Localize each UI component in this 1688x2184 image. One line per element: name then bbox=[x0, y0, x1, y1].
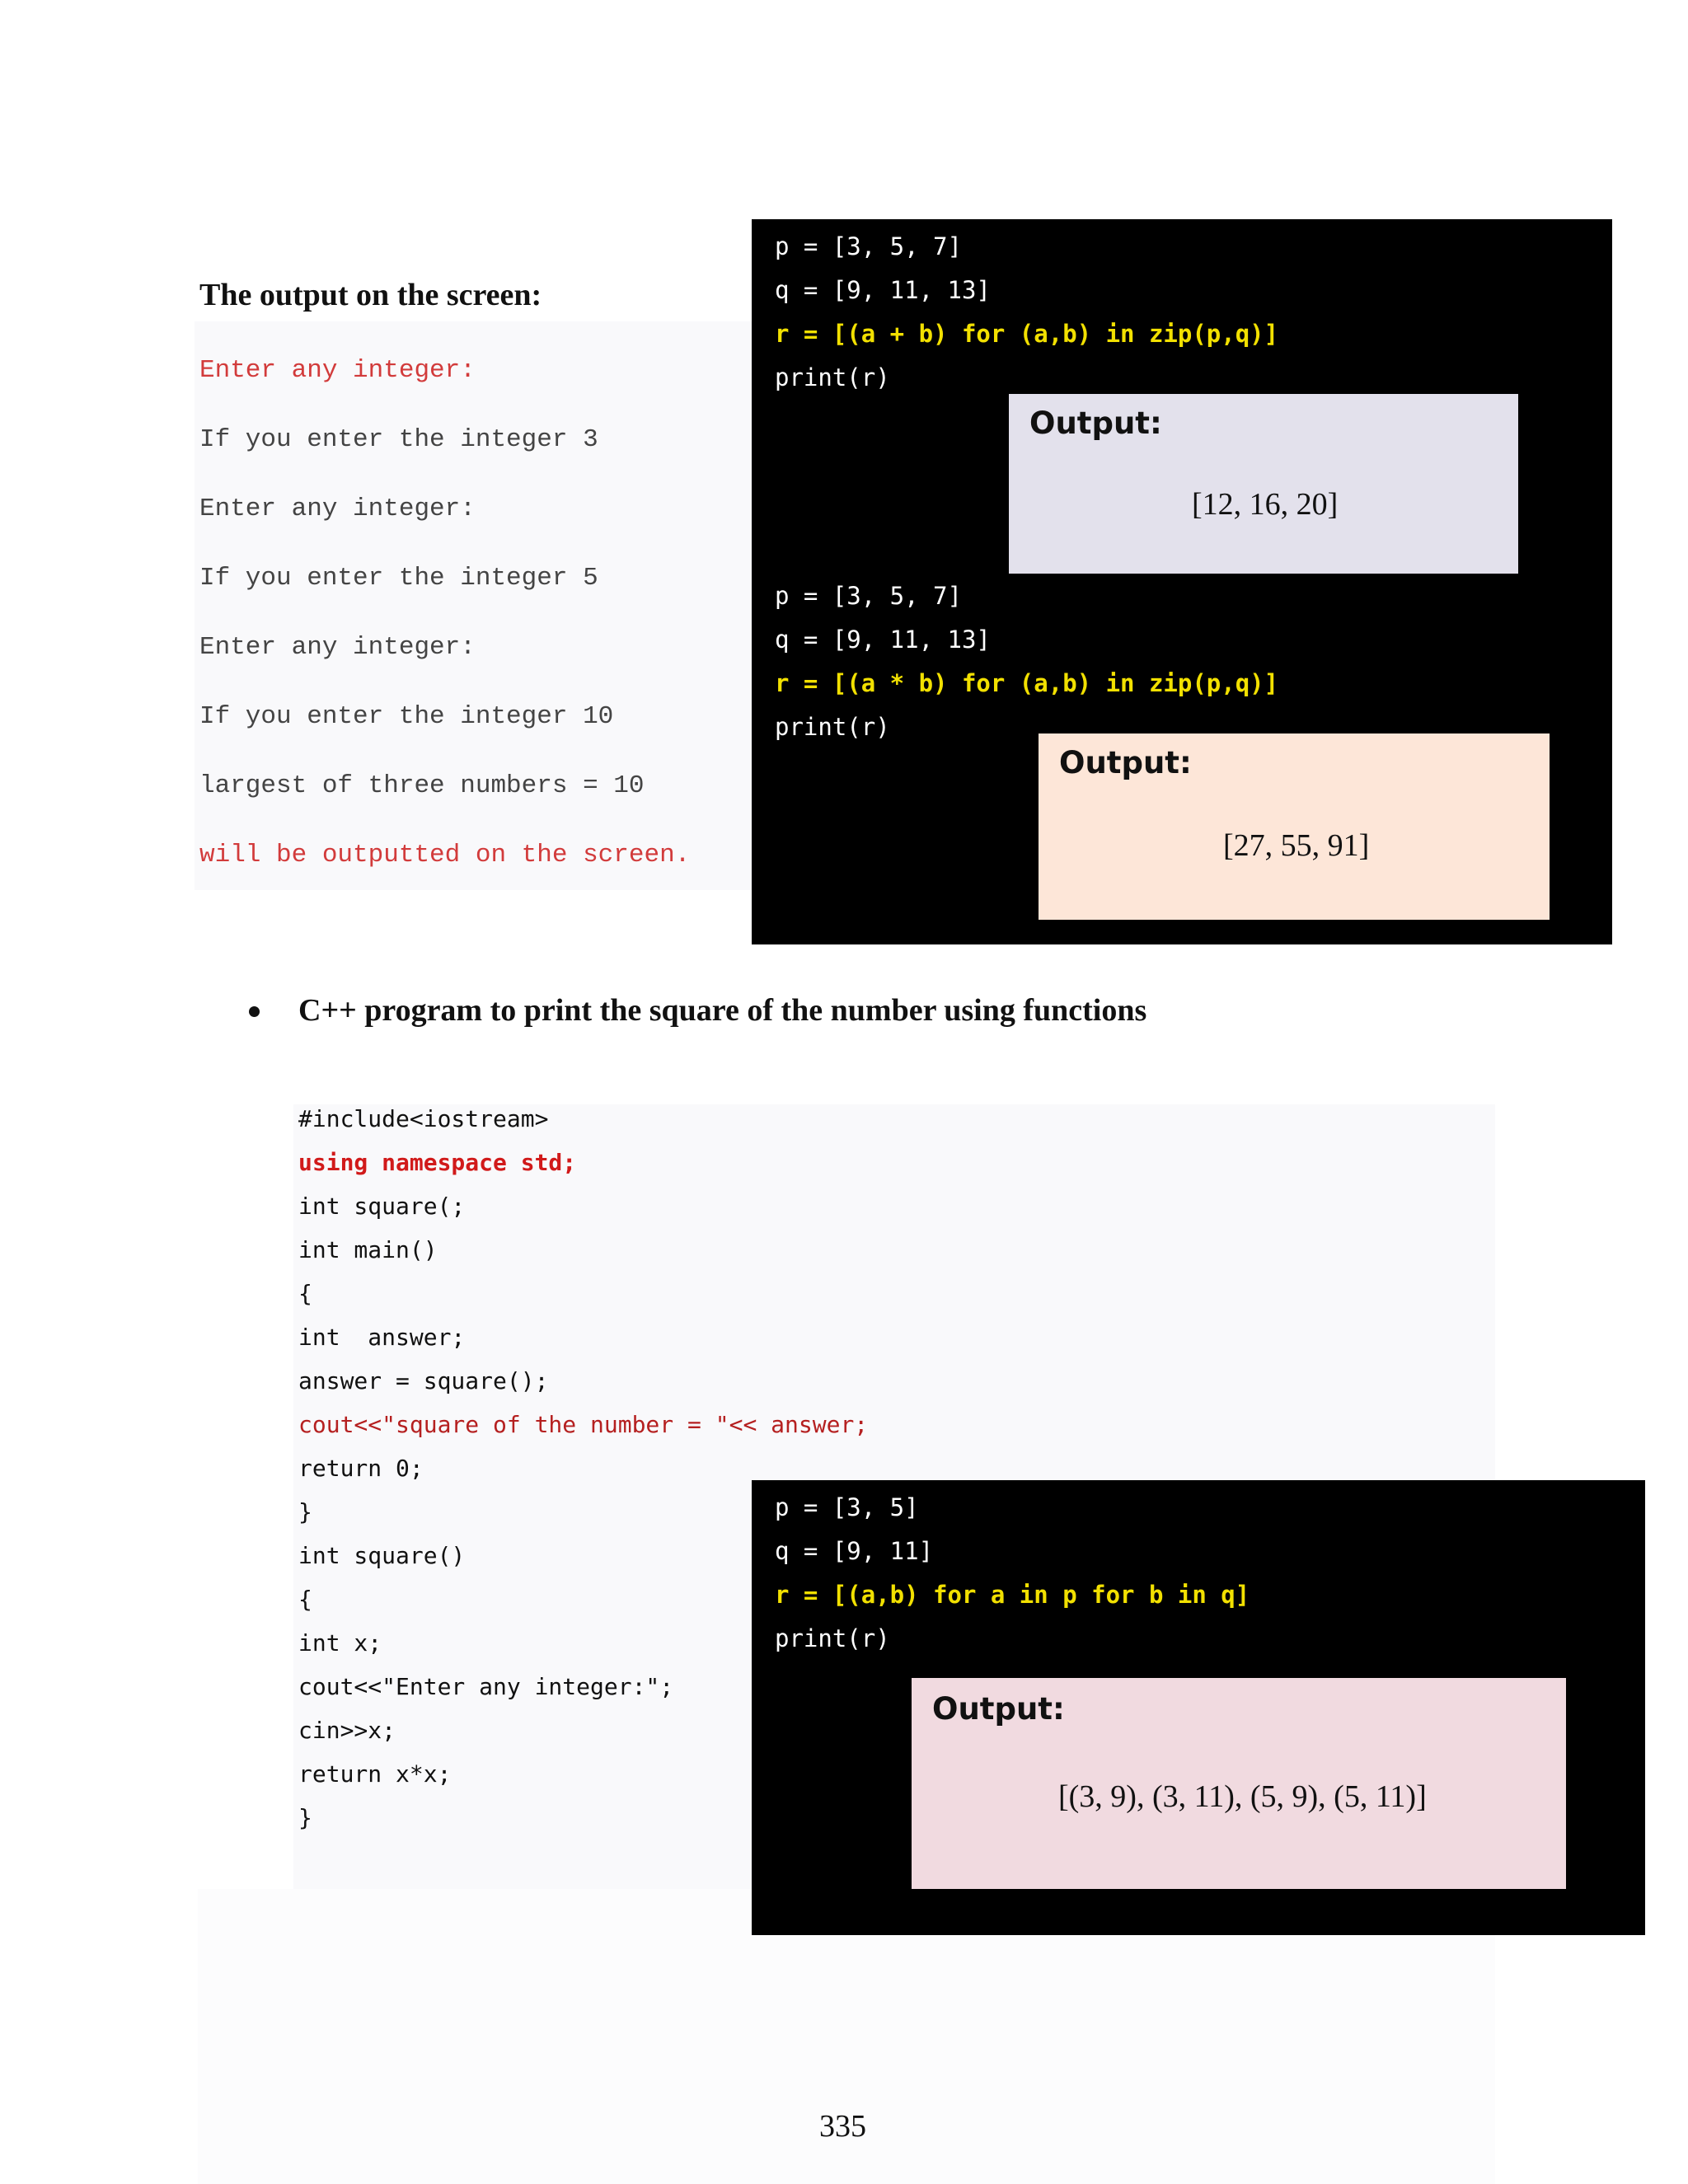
code-line: p = [3, 5, 7] bbox=[775, 582, 962, 610]
output-line: Enter any integer: bbox=[199, 356, 476, 385]
code-line: q = [9, 11, 13] bbox=[775, 626, 991, 654]
code-line: q = [9, 11] bbox=[775, 1537, 934, 1565]
left-background-panel bbox=[195, 321, 755, 890]
output-line: If you enter the integer 3 bbox=[199, 425, 598, 454]
cpp-code-line: using namespace std; bbox=[298, 1149, 577, 1176]
code-line: print(r) bbox=[775, 1624, 890, 1652]
code-line: p = [3, 5] bbox=[775, 1493, 919, 1521]
section-heading: C++ program to print the square of the number using functions bbox=[298, 993, 1147, 1028]
python-terminal-2 bbox=[752, 1480, 1645, 1935]
output-line: If you enter the integer 5 bbox=[199, 564, 598, 593]
output-line: will be outputted on the screen. bbox=[199, 841, 691, 869]
cpp-code-line: } bbox=[298, 1498, 312, 1526]
cpp-code-line: cout<<"Enter any integer:"; bbox=[298, 1673, 674, 1700]
code-line: p = [3, 5, 7] bbox=[775, 232, 962, 260]
bullet-icon bbox=[249, 1006, 260, 1017]
cpp-code-line: return x*x; bbox=[298, 1760, 452, 1788]
output-heading: The output on the screen: bbox=[199, 278, 542, 312]
output-value: [(3, 9), (3, 11), (5, 9), (5, 11)] bbox=[1058, 1779, 1427, 1814]
code-line-highlight: r = [(a,b) for a in p for b in q] bbox=[775, 1581, 1250, 1609]
cpp-code-line: return 0; bbox=[298, 1455, 424, 1482]
output-label: Output: bbox=[1029, 405, 1162, 441]
output-line: Enter any integer: bbox=[199, 633, 476, 662]
output-value: [27, 55, 91] bbox=[1223, 828, 1370, 863]
cpp-code-line: } bbox=[298, 1804, 312, 1831]
output-box-1 bbox=[1009, 394, 1518, 574]
code-line-highlight: r = [(a * b) for (a,b) in zip(p,q)] bbox=[775, 669, 1279, 697]
output-label: Output: bbox=[932, 1691, 1065, 1727]
cpp-code-line: answer = square(); bbox=[298, 1367, 549, 1394]
cpp-code-line: int square(; bbox=[298, 1193, 466, 1220]
cpp-code-line: int answer; bbox=[298, 1324, 466, 1351]
output-box-3 bbox=[912, 1678, 1566, 1889]
output-label: Output: bbox=[1059, 745, 1192, 780]
output-value: [12, 16, 20] bbox=[1192, 487, 1339, 522]
output-line: largest of three numbers = 10 bbox=[199, 771, 645, 800]
cpp-code-line: cin>>x; bbox=[298, 1717, 396, 1744]
output-box-2 bbox=[1039, 733, 1550, 920]
code-line: print(r) bbox=[775, 713, 890, 741]
python-terminal-1 bbox=[752, 219, 1612, 944]
cpp-code-line: int square() bbox=[298, 1542, 466, 1569]
code-line: q = [9, 11, 13] bbox=[775, 276, 991, 304]
cpp-code-line: int x; bbox=[298, 1629, 382, 1657]
code-line-highlight: r = [(a + b) for (a,b) in zip(p,q)] bbox=[775, 320, 1279, 348]
cpp-code-line: { bbox=[298, 1586, 312, 1613]
output-line: Enter any integer: bbox=[199, 494, 476, 523]
cpp-code-line: cout<<"square of the number = "<< answer; bbox=[298, 1411, 869, 1438]
output-line: If you enter the integer 10 bbox=[199, 702, 614, 731]
cpp-code-line: { bbox=[298, 1280, 312, 1307]
code-line: print(r) bbox=[775, 363, 890, 391]
cpp-code-line: #include<iostream> bbox=[298, 1105, 549, 1132]
page-number: 335 bbox=[819, 2109, 866, 2144]
cpp-code-line: int main() bbox=[298, 1236, 438, 1263]
